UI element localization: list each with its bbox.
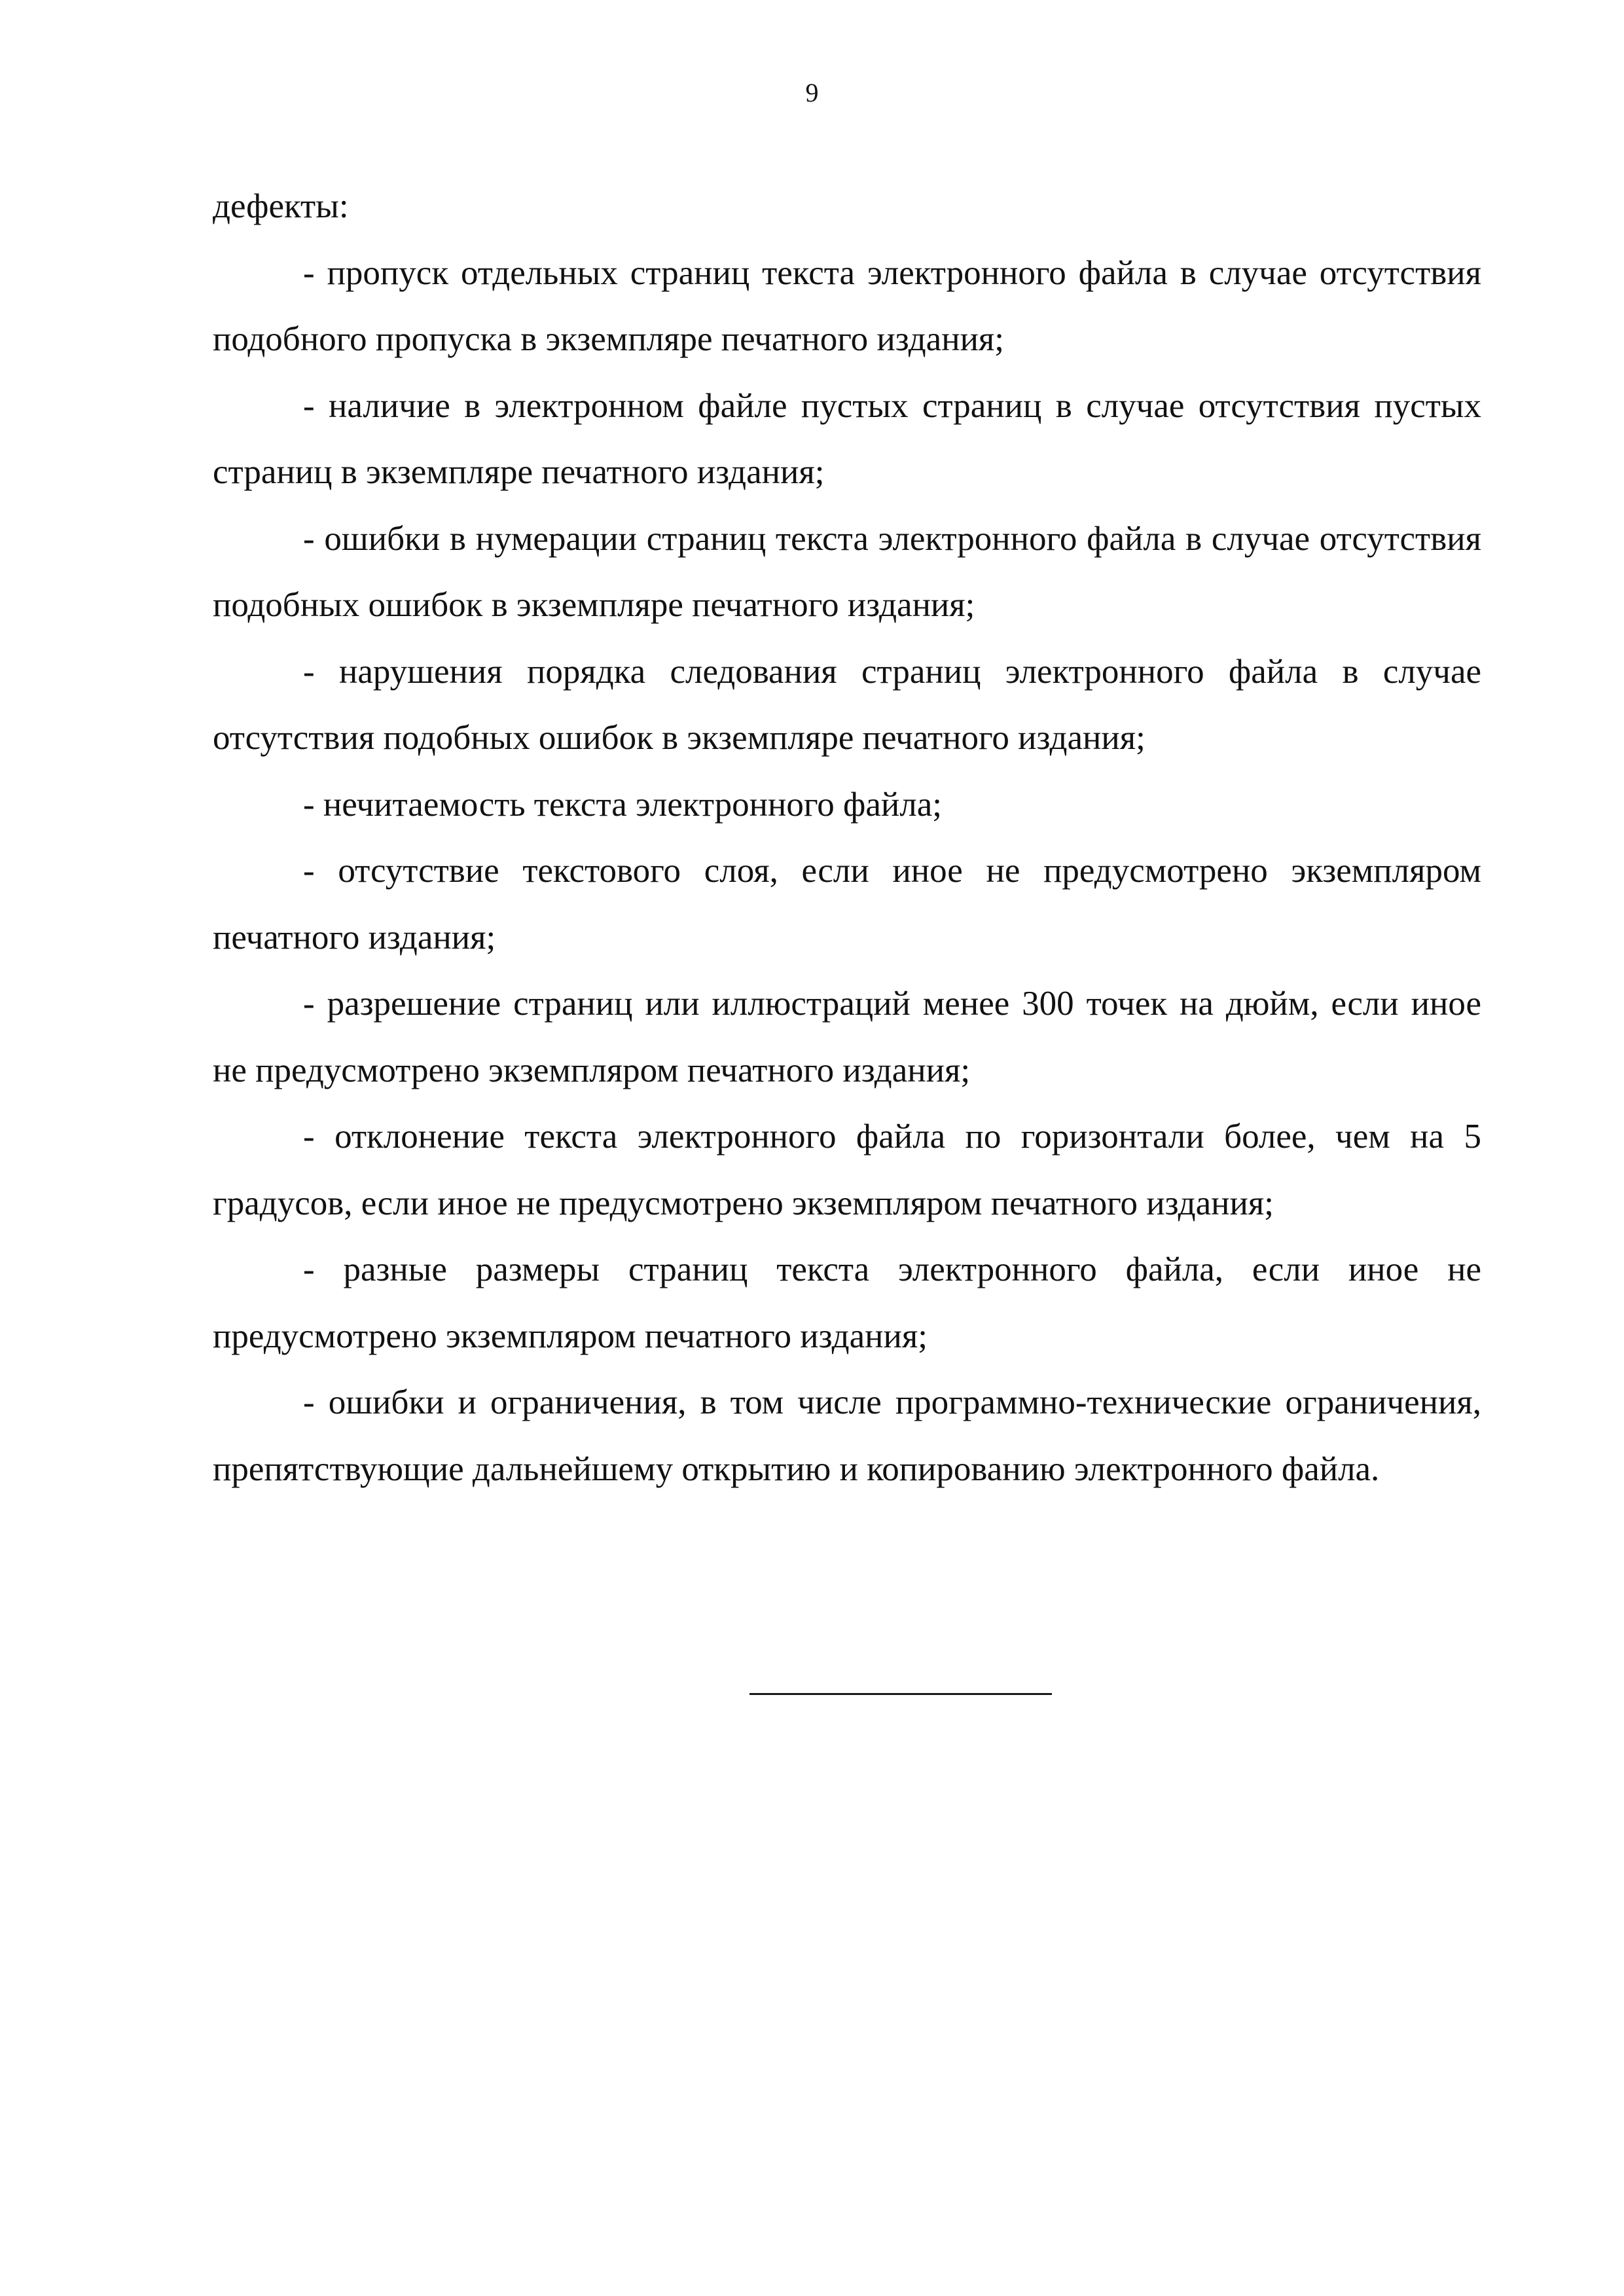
defect-item: - пропуск отдельных страниц текста электронного файла в случае отсутствия подобного пропуска в экземпляре печатного издания; [213,253,1481,358]
closing-divider [749,1693,1052,1695]
defect-item: - ошибки в нумерации страниц текста электронного файла в случае отсутствия подобных ошибок в экземпляре печатного издания; [213,519,1481,624]
defect-item: - отсутствие текстового слоя, если иное не предусмотрено экземпляром печатного издания; [213,852,1481,957]
defect-item: - разрешение страниц или иллюстраций менее 300 точек на дюйм, если иное не предусмотрено экземпляром печатного издания; [213,985,1481,1089]
defect-item: - нарушения порядка следования страниц электронного файла в случае отсутствия подобных ошибок в экземпляре печатного издания; [213,652,1481,757]
defect-item: - отклонение текста электронного файла по горизонтали более, чем на 5 градусов, если иное не предусмотрено экземпляром печатного издания; [213,1118,1481,1222]
defect-item: - нечитаемость текста электронного файла; [303,785,942,824]
intro-line: дефекты: [213,187,349,225]
defect-item: - разные размеры страниц текста электронного файла, если иное не предусмотрено экземпляром печатного издания; [213,1250,1481,1355]
defect-item: - ошибки и ограничения, в том числе программно-технические ограничения, препятствующие дальнейшему открытию и копированию электронного файла. [213,1383,1481,1488]
document-body [213,173,1481,1503]
page-number: 9 [805,78,819,107]
defect-item: - наличие в электронном файле пустых страниц в случае отсутствия пустых страниц в экземпляре печатного издания; [213,386,1481,491]
